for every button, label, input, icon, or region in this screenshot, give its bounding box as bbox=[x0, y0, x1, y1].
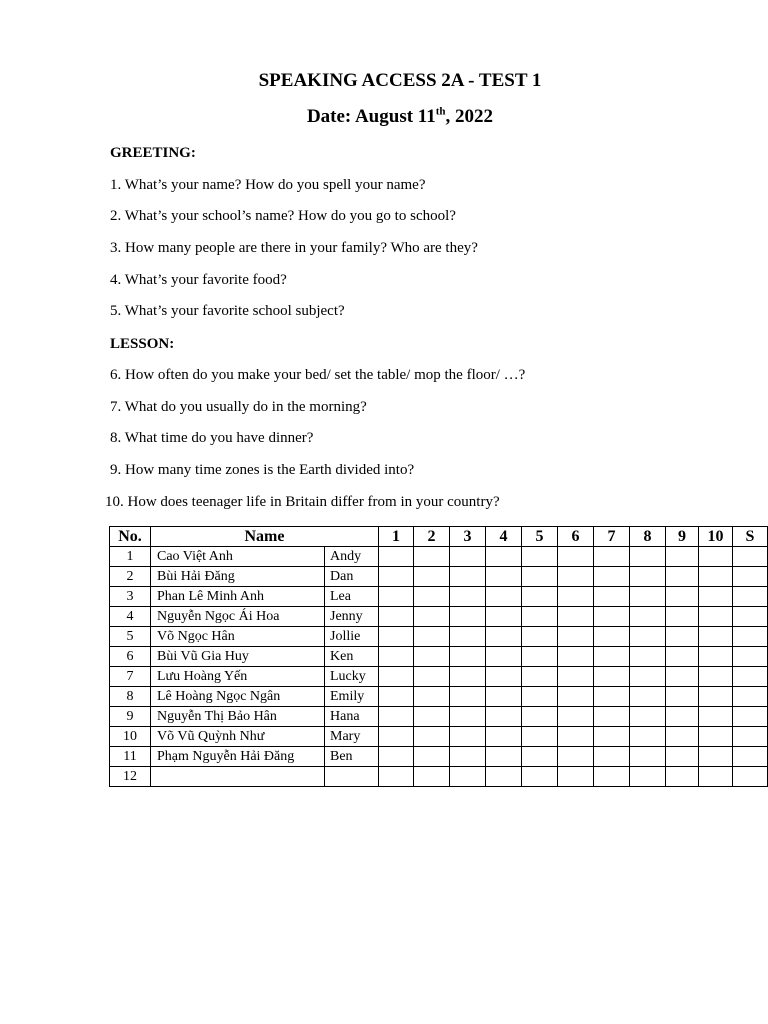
score-cell bbox=[379, 627, 414, 647]
score-cell bbox=[522, 667, 558, 687]
student-full-name: Nguyễn Thị Bảo Hân bbox=[151, 707, 325, 727]
score-cell bbox=[733, 607, 768, 627]
score-cell bbox=[630, 687, 666, 707]
row-number: 10 bbox=[110, 727, 151, 747]
score-cell bbox=[699, 587, 733, 607]
score-cell bbox=[414, 667, 450, 687]
score-cell bbox=[630, 727, 666, 747]
score-cell bbox=[450, 567, 486, 587]
score-cell bbox=[379, 727, 414, 747]
table-header-row bbox=[110, 527, 768, 547]
score-cell bbox=[558, 607, 594, 627]
score-cell bbox=[733, 567, 768, 587]
header-q2: 2 bbox=[414, 527, 450, 547]
question-3: 3. How many people are there in your family? Who are they? bbox=[110, 240, 478, 256]
score-cell bbox=[630, 567, 666, 587]
score-cell bbox=[379, 707, 414, 727]
score-cell bbox=[594, 667, 630, 687]
student-english-name: Mary bbox=[325, 727, 379, 747]
score-cell bbox=[379, 587, 414, 607]
score-cell bbox=[558, 707, 594, 727]
question-1: 1. What’s your name? How do you spell your name? bbox=[110, 177, 426, 193]
student-english-name: Hana bbox=[325, 707, 379, 727]
score-cell bbox=[379, 567, 414, 587]
score-cell bbox=[558, 727, 594, 747]
score-cell bbox=[733, 747, 768, 767]
score-cell bbox=[522, 547, 558, 567]
table-row bbox=[110, 727, 768, 747]
score-cell bbox=[450, 727, 486, 747]
score-cell bbox=[666, 747, 699, 767]
score-cell bbox=[666, 567, 699, 587]
row-number: 9 bbox=[110, 707, 151, 727]
score-cell bbox=[699, 727, 733, 747]
student-english-name: Dan bbox=[325, 567, 379, 587]
score-cell bbox=[486, 767, 522, 787]
score-cell bbox=[630, 707, 666, 727]
header-no: No. bbox=[110, 527, 151, 547]
table-row bbox=[110, 767, 768, 787]
score-cell bbox=[630, 647, 666, 667]
score-cell bbox=[486, 747, 522, 767]
student-full-name: Võ Ngọc Hân bbox=[151, 627, 325, 647]
score-cell bbox=[699, 547, 733, 567]
header-q7: 7 bbox=[594, 527, 630, 547]
student-full-name: Lê Hoàng Ngọc Ngân bbox=[151, 687, 325, 707]
date-prefix: Date: August 11 bbox=[306, 106, 436, 127]
table-row bbox=[110, 547, 768, 567]
score-cell bbox=[666, 667, 699, 687]
table-row bbox=[110, 747, 768, 767]
score-cell bbox=[522, 687, 558, 707]
score-cell bbox=[630, 767, 666, 787]
score-cell bbox=[594, 687, 630, 707]
header-q8: 8 bbox=[630, 527, 666, 547]
score-cell bbox=[630, 607, 666, 627]
row-number: 12 bbox=[110, 767, 151, 787]
score-cell bbox=[558, 767, 594, 787]
score-cell bbox=[450, 667, 486, 687]
score-cell bbox=[699, 607, 733, 627]
score-cell bbox=[558, 567, 594, 587]
score-cell bbox=[379, 747, 414, 767]
table-row bbox=[110, 627, 768, 647]
score-cell bbox=[522, 627, 558, 647]
student-english-name: Jollie bbox=[325, 627, 379, 647]
student-full-name: Phan Lê Minh Anh bbox=[151, 587, 325, 607]
table-row bbox=[110, 687, 768, 707]
score-cell bbox=[522, 567, 558, 587]
score-cell bbox=[594, 747, 630, 767]
score-cell bbox=[594, 607, 630, 627]
student-english-name: Ken bbox=[325, 647, 379, 667]
score-cell bbox=[414, 687, 450, 707]
question-5: 5. What’s your favorite school subject? bbox=[110, 303, 345, 319]
score-cell bbox=[450, 547, 486, 567]
question-7: 7. What do you usually do in the morning? bbox=[110, 399, 367, 415]
student-full-name: Bùi Vũ Gia Huy bbox=[151, 647, 325, 667]
header-q5: 5 bbox=[522, 527, 558, 547]
score-cell bbox=[450, 627, 486, 647]
table-body bbox=[110, 547, 768, 787]
score-cell bbox=[594, 707, 630, 727]
score-cell bbox=[414, 707, 450, 727]
score-cell bbox=[558, 587, 594, 607]
score-cell bbox=[450, 587, 486, 607]
score-cell bbox=[558, 687, 594, 707]
lesson-heading: LESSON: bbox=[110, 336, 175, 352]
student-english-name: Lucky bbox=[325, 667, 379, 687]
header-q1: 1 bbox=[379, 527, 414, 547]
score-cell bbox=[414, 727, 450, 747]
score-cell bbox=[594, 767, 630, 787]
question-6: 6. How often do you make your bed/ set the table/ mop the floor/ …? bbox=[110, 367, 526, 383]
score-cell bbox=[666, 627, 699, 647]
score-cell bbox=[666, 607, 699, 627]
score-cell bbox=[733, 587, 768, 607]
score-cell bbox=[699, 647, 733, 667]
score-cell bbox=[486, 727, 522, 747]
table-row bbox=[110, 607, 768, 627]
student-full-name: Bùi Hải Đăng bbox=[151, 567, 325, 587]
header-q10: 10 bbox=[699, 527, 733, 547]
score-cell bbox=[558, 647, 594, 667]
question-8: 8. What time do you have dinner? bbox=[110, 430, 314, 446]
score-cell bbox=[379, 607, 414, 627]
score-cell bbox=[666, 547, 699, 567]
score-cell bbox=[486, 587, 522, 607]
score-cell bbox=[522, 587, 558, 607]
row-number: 2 bbox=[110, 567, 151, 587]
student-english-name: Emily bbox=[325, 687, 379, 707]
score-cell bbox=[594, 587, 630, 607]
score-cell bbox=[379, 667, 414, 687]
row-number: 4 bbox=[110, 607, 151, 627]
table-row bbox=[110, 647, 768, 667]
greeting-heading: GREETING: bbox=[110, 145, 196, 161]
table-row bbox=[110, 567, 768, 587]
header-s: S bbox=[733, 527, 768, 547]
student-english-name: Lea bbox=[325, 587, 379, 607]
score-cell bbox=[733, 687, 768, 707]
student-full-name bbox=[151, 767, 325, 787]
score-cell bbox=[666, 647, 699, 667]
score-cell bbox=[630, 747, 666, 767]
score-cell bbox=[450, 647, 486, 667]
score-cell bbox=[450, 707, 486, 727]
score-cell bbox=[379, 767, 414, 787]
score-cell bbox=[594, 627, 630, 647]
score-cell bbox=[450, 607, 486, 627]
score-cell bbox=[558, 547, 594, 567]
score-cell bbox=[414, 627, 450, 647]
score-cell bbox=[450, 687, 486, 707]
score-cell bbox=[699, 707, 733, 727]
score-cell bbox=[733, 767, 768, 787]
score-cell bbox=[594, 567, 630, 587]
score-cell bbox=[630, 667, 666, 687]
score-cell bbox=[630, 627, 666, 647]
score-cell bbox=[522, 607, 558, 627]
score-cell bbox=[414, 647, 450, 667]
score-cell bbox=[450, 747, 486, 767]
header-q4: 4 bbox=[486, 527, 522, 547]
score-cell bbox=[558, 627, 594, 647]
score-cell bbox=[414, 747, 450, 767]
score-cell bbox=[666, 707, 699, 727]
date-line bbox=[0, 106, 768, 128]
score-cell bbox=[486, 607, 522, 627]
table-row bbox=[110, 587, 768, 607]
score-cell bbox=[486, 667, 522, 687]
score-cell bbox=[733, 627, 768, 647]
score-cell bbox=[699, 687, 733, 707]
score-cell bbox=[486, 647, 522, 667]
score-table bbox=[109, 526, 768, 787]
score-cell bbox=[486, 567, 522, 587]
score-cell bbox=[379, 647, 414, 667]
score-cell bbox=[522, 747, 558, 767]
table-row bbox=[110, 667, 768, 687]
student-english-name: Jenny bbox=[325, 607, 379, 627]
score-cell bbox=[414, 547, 450, 567]
score-cell bbox=[486, 547, 522, 567]
score-cell bbox=[558, 747, 594, 767]
row-number: 11 bbox=[110, 747, 151, 767]
score-cell bbox=[522, 647, 558, 667]
score-cell bbox=[666, 587, 699, 607]
score-cell bbox=[486, 687, 522, 707]
score-cell bbox=[733, 727, 768, 747]
score-cell bbox=[414, 567, 450, 587]
score-cell bbox=[699, 567, 733, 587]
header-name: Name bbox=[151, 527, 379, 547]
score-cell bbox=[699, 667, 733, 687]
score-cell bbox=[594, 727, 630, 747]
student-full-name: Phạm Nguyễn Hải Đăng bbox=[151, 747, 325, 767]
page-title: SPEAKING ACCESS 2A - TEST 1 bbox=[258, 70, 542, 91]
student-english-name: Andy bbox=[325, 547, 379, 567]
score-cell bbox=[379, 687, 414, 707]
score-cell bbox=[594, 547, 630, 567]
score-cell bbox=[522, 707, 558, 727]
question-10: 10. How does teenager life in Britain differ from in your country? bbox=[105, 494, 500, 510]
row-number: 3 bbox=[110, 587, 151, 607]
score-cell bbox=[733, 547, 768, 567]
date-suffix: , 2022 bbox=[445, 106, 494, 127]
student-full-name: Lưu Hoàng Yến bbox=[151, 667, 325, 687]
row-number: 1 bbox=[110, 547, 151, 567]
date-superscript: th bbox=[435, 105, 446, 118]
student-full-name: Cao Việt Anh bbox=[151, 547, 325, 567]
score-cell bbox=[379, 547, 414, 567]
score-cell bbox=[699, 747, 733, 767]
question-2: 2. What’s your school’s name? How do you go to school? bbox=[110, 208, 456, 224]
score-cell bbox=[486, 627, 522, 647]
score-cell bbox=[666, 687, 699, 707]
score-cell bbox=[666, 767, 699, 787]
row-number: 7 bbox=[110, 667, 151, 687]
header-q6: 6 bbox=[558, 527, 594, 547]
score-cell bbox=[666, 727, 699, 747]
score-cell bbox=[699, 767, 733, 787]
row-number: 6 bbox=[110, 647, 151, 667]
question-9: 9. How many time zones is the Earth divided into? bbox=[110, 462, 415, 478]
table-row bbox=[110, 707, 768, 727]
student-english-name bbox=[325, 767, 379, 787]
student-full-name: Võ Vũ Quỳnh Như bbox=[151, 727, 325, 747]
score-cell bbox=[733, 707, 768, 727]
row-number: 5 bbox=[110, 627, 151, 647]
score-cell bbox=[699, 627, 733, 647]
header-q3: 3 bbox=[450, 527, 486, 547]
score-cell bbox=[414, 767, 450, 787]
score-cell bbox=[594, 647, 630, 667]
score-cell bbox=[450, 767, 486, 787]
score-cell bbox=[630, 587, 666, 607]
score-cell bbox=[522, 767, 558, 787]
score-cell bbox=[733, 647, 768, 667]
header-q9: 9 bbox=[666, 527, 699, 547]
score-cell bbox=[414, 607, 450, 627]
score-cell bbox=[558, 667, 594, 687]
score-cell bbox=[630, 547, 666, 567]
question-4: 4. What’s your favorite food? bbox=[110, 272, 287, 288]
student-english-name: Ben bbox=[325, 747, 379, 767]
student-full-name: Nguyễn Ngọc Ái Hoa bbox=[151, 607, 325, 627]
row-number: 8 bbox=[110, 687, 151, 707]
score-cell bbox=[522, 727, 558, 747]
score-cell bbox=[486, 707, 522, 727]
score-cell bbox=[733, 667, 768, 687]
score-cell bbox=[414, 587, 450, 607]
